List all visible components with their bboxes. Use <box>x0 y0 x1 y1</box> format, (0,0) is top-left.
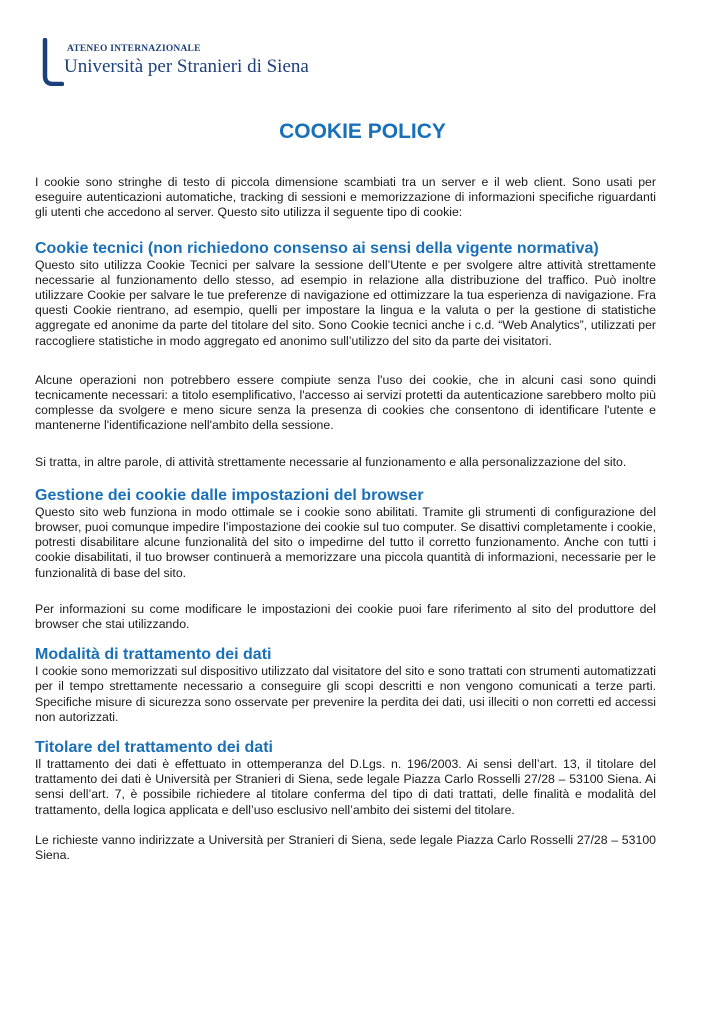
section-paragraph: Si tratta, in altre parole, di attività strettamente necessarie al funzionamento e alla personalizzazione del sito. <box>35 454 627 469</box>
section-paragraph: Alcune operazioni non potrebbero essere compiute senza l'uso dei cookie, che in alcuni casi sono quindi tecnicamente necessari: a titolo esemplificativo, l'accesso ai servizi protetti da autenticazione sarebbero molto più complesse da svolgere e meno sicure senza la presenza di cookies che consentono di identificare l'utente e mantenerne l'identificazione nell'ambito della sessione. <box>35 372 656 433</box>
section-heading-browser-settings: Gestione dei cookie dalle impostazioni del browser <box>35 486 424 504</box>
section-paragraph: Le richieste vanno indirizzate a Università per Stranieri di Siena, sede legale Piazza Carlo Rosselli 27/28 – 53100 Siena. <box>35 832 656 863</box>
logo-title: Università per Stranieri di Siena <box>64 56 309 77</box>
university-logo-icon <box>42 38 64 86</box>
intro-paragraph: I cookie sono stringhe di testo di piccola dimensione scambiati tra un server e il web client. Sono usati per eseguire autenticazioni automatiche, tracking di sessioni e memorizzazione di informazioni specifiche riguardanti gli utenti che accedono al server. Questo sito utilizza il seguente tipo di cookie: <box>35 175 656 220</box>
logo-subtitle: ATENEO INTERNAZIONALE <box>67 44 201 54</box>
section-paragraph: Il trattamento dei dati è effettuato in ottemperanza del D.Lgs. n. 196/2003. Ai sensi dell’art. 13, il titolare del trattamento dei dati è Università per Stranieri di Siena, sede legale Piazza Carlo Rosselli 27/28 – 53100 Siena. Ai sensi dell’art. 7, è possibile richiedere al titolare conferma del tipo di dati trattati, delle finalità e modalità del trattamento, della logica applicata e dell’uso esclusivo nell’ambito dei sistemi del titolare. <box>35 757 656 817</box>
section-paragraph: I cookie sono memorizzati sul dispositivo utilizzato dal visitatore del sito e sono trattati con strumenti automatizzati per il tempo strettamente necessario a conseguire gli scopi descritti e non vengono comunicati a terze parti. Specifiche misure di sicurezza sono osservate per prevenire la perdita dei dati, usi illeciti o non corretti ed accessi non autorizzati. <box>35 664 656 724</box>
section-heading-data-processing: Modalità di trattamento dei dati <box>35 646 272 664</box>
section-paragraph: Questo sito utilizza Cookie Tecnici per salvare la sessione dell’Utente e per svolgere altre attività strettamente necessarie al funzionamento dello stesso, ad esempio in relazione alla distribuzione del traffico. Può inoltre utilizzare Cookie per salvare le tue preferenze di navigazione ed ottimizzare la tua esperienza di navigazione. Fra questi Cookie rientrano, ad esempio, quelli per impostare la lingua e la valuta o per la gestione di statistiche aggregate ed anonime da parte del titolare del sito. Sono Cookie tecnici anche i c.d. “Web Analytics”, utilizzati per raccogliere statistiche in modo aggregato ed anonimo sull’utilizzo del sito da parte dei visitatori. <box>35 257 656 348</box>
section-paragraph: Per informazioni su come modificare le impostazioni dei cookie puoi fare riferimento al sito del produttore del browser che stai utilizzando. <box>35 601 656 632</box>
document-body <box>35 175 656 863</box>
section-paragraph: Questo sito web funziona in modo ottimale se i cookie sono abilitati. Tramite gli strumenti di configurazione del browser, puoi comunque impedire l’impostazione dei cookie sul tuo computer. Se disattivi completamente i cookie, potresti disabilitare alcune funzionalità del sito o impedirne del tutto il corretto funzionamento. Anche con tutti i cookie disabilitati, il tuo browser continuerà a memorizzare una piccola quantità di informazioni, necessarie per le funzionalità di base del sito. <box>35 504 656 580</box>
university-logo <box>42 38 322 90</box>
section-heading-data-controller: Titolare del trattamento dei dati <box>35 739 273 757</box>
page-title: COOKIE POLICY <box>279 120 446 143</box>
section-heading-technical-cookies: Cookie tecnici (non richiedono consenso ai sensi della vigente normativa) <box>35 239 599 257</box>
